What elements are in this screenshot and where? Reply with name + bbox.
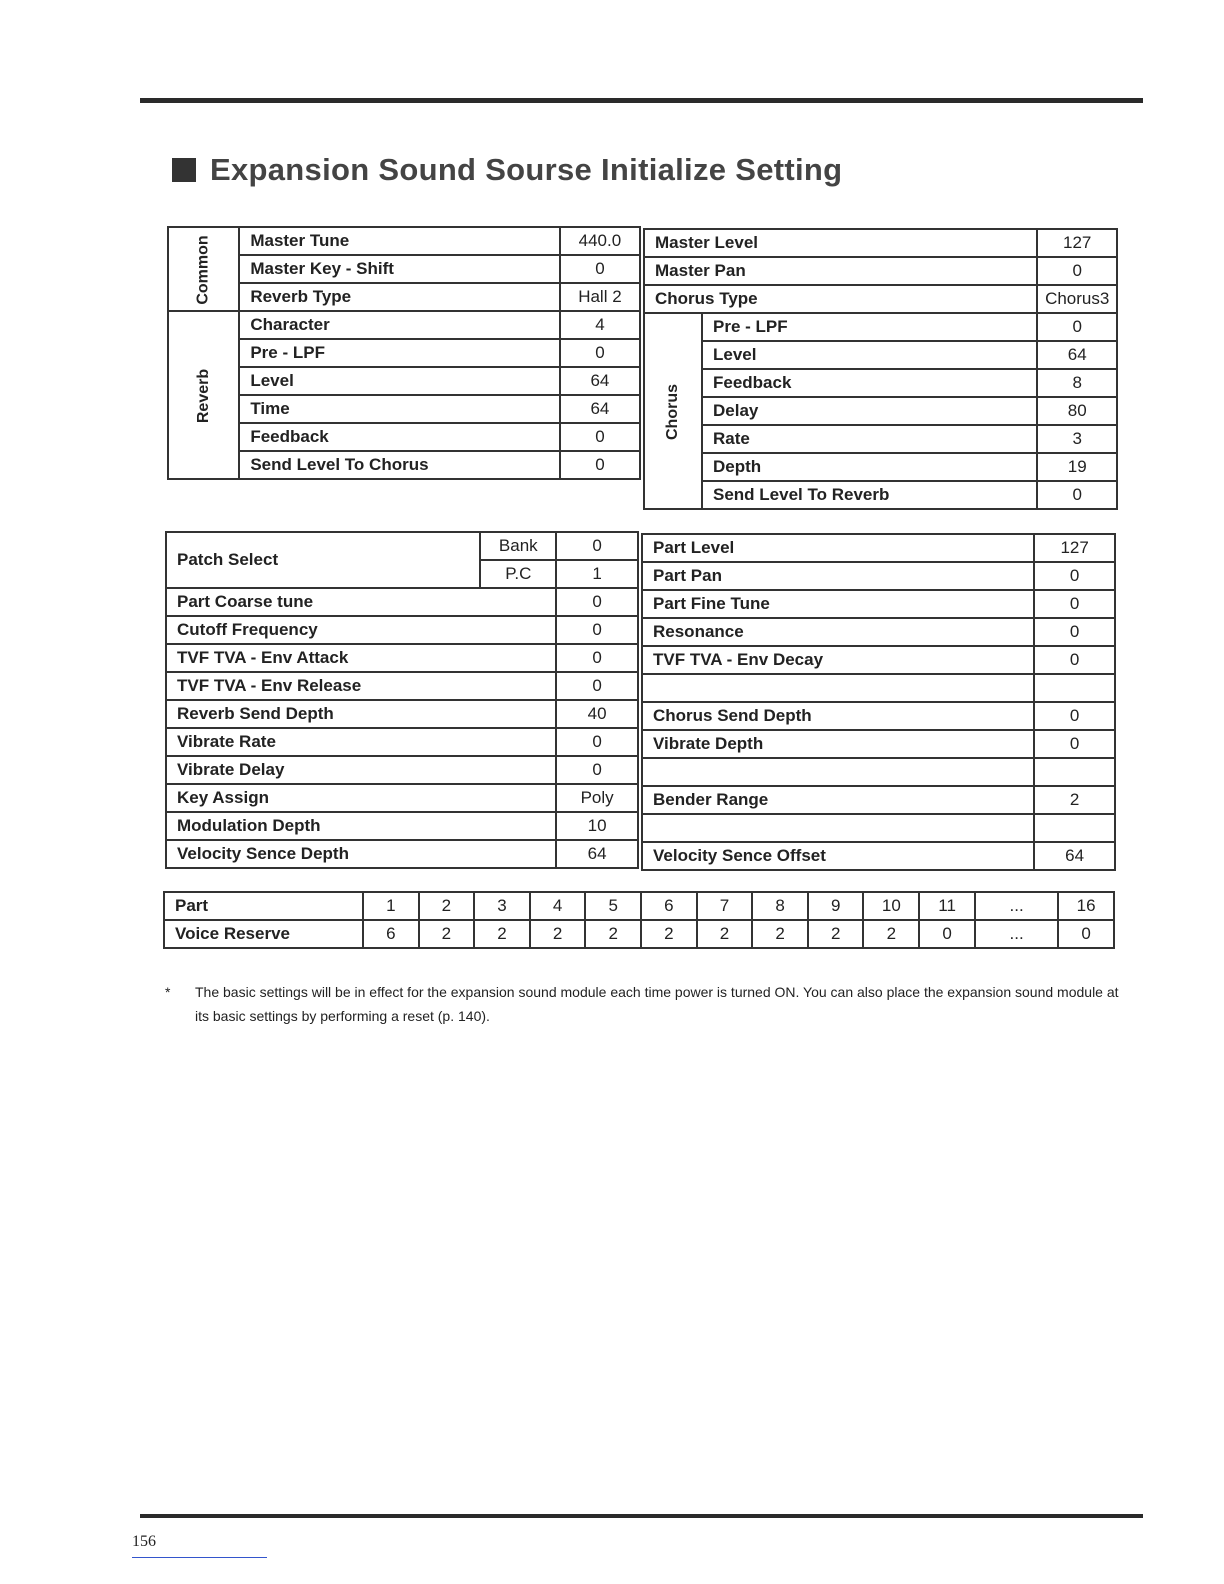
param-label: Key Assign (166, 784, 556, 812)
param-value: 64 (556, 840, 638, 868)
part-number: 4 (530, 892, 586, 920)
param-label: Part Pan (642, 562, 1034, 590)
param-label: Velocity Sence Depth (166, 840, 556, 868)
param-label: Master Key - Shift (239, 255, 560, 283)
param-label: Velocity Sence Offset (642, 842, 1034, 870)
param-label: Chorus Send Depth (642, 702, 1034, 730)
table-row (644, 425, 1117, 453)
table-row (164, 892, 1114, 920)
param-label: Bender Range (642, 786, 1034, 814)
table-row (644, 453, 1117, 481)
param-value: 10 (556, 812, 638, 840)
reserve-value: 0 (919, 920, 975, 948)
part-ellipsis: ... (975, 892, 1058, 920)
table-row (644, 397, 1117, 425)
footnote-text: The basic settings will be in effect for the expansion sound module each time power is turned ON. You can also place the expansion sound module at its basic settings by performing a reset (p. 140). (195, 984, 1119, 1024)
table-row (644, 313, 1117, 341)
param-value: 0 (560, 339, 640, 367)
param-label: Master Level (644, 229, 1037, 257)
part-number: 1 (363, 892, 419, 920)
part-number: 9 (808, 892, 864, 920)
table-row (166, 728, 638, 756)
table-row (642, 646, 1115, 674)
param-label: TVF TVA - Env Attack (166, 644, 556, 672)
reserve-value: 2 (752, 920, 808, 948)
table-row (168, 451, 640, 479)
bottom-rule (140, 1514, 1143, 1518)
param-value: 0 (1037, 313, 1117, 341)
table-row (644, 341, 1117, 369)
pc-value: 1 (556, 560, 638, 588)
table-row (164, 920, 1114, 948)
part-number: 3 (474, 892, 530, 920)
asterisk-mark: * (165, 984, 171, 1000)
param-label: Vibrate Rate (166, 728, 556, 756)
table-row (168, 395, 640, 423)
title-text: Expansion Sound Sourse Initialize Setting (210, 152, 843, 187)
part-number: 6 (641, 892, 697, 920)
param-value: 0 (1037, 257, 1117, 285)
table-row (166, 672, 638, 700)
param-value: 0 (556, 588, 638, 616)
table-row (166, 532, 638, 560)
param-value: 64 (560, 395, 640, 423)
table-row (166, 784, 638, 812)
page-title (172, 152, 842, 188)
param-value: 0 (1034, 702, 1115, 730)
param-value: 0 (560, 423, 640, 451)
table-row (642, 758, 1115, 786)
param-value: 80 (1037, 397, 1117, 425)
footnote (165, 980, 1125, 1028)
reserve-value: 6 (363, 920, 419, 948)
param-value: Chorus3 (1037, 285, 1117, 313)
common-reverb-table (167, 226, 641, 480)
param-label: Reverb Type (239, 283, 560, 311)
param-label (642, 674, 1034, 702)
part-left-table (165, 531, 639, 869)
param-label: Part Fine Tune (642, 590, 1034, 618)
param-label: Cutoff Frequency (166, 616, 556, 644)
param-value: 127 (1037, 229, 1117, 257)
param-label: Modulation Depth (166, 812, 556, 840)
param-value: 0 (556, 728, 638, 756)
bank-value: 0 (556, 532, 638, 560)
table-row (168, 283, 640, 311)
param-value: 64 (560, 367, 640, 395)
param-value (1034, 814, 1115, 842)
table-row (644, 229, 1117, 257)
param-label: Chorus Type (644, 285, 1037, 313)
table-row (642, 814, 1115, 842)
reserve-value: 2 (697, 920, 753, 948)
param-label: Part Coarse tune (166, 588, 556, 616)
reserve-value: 2 (641, 920, 697, 948)
reserve-value: 2 (419, 920, 475, 948)
param-label: Feedback (702, 369, 1037, 397)
table-row (168, 423, 640, 451)
part-number: 11 (919, 892, 975, 920)
table-row (644, 481, 1117, 509)
table-row (168, 367, 640, 395)
param-label: Master Tune (239, 227, 560, 255)
part-right-table (641, 533, 1116, 871)
param-label: Delay (702, 397, 1037, 425)
param-value: 0 (1037, 481, 1117, 509)
param-value: 0 (1034, 646, 1115, 674)
param-label: Pre - LPF (239, 339, 560, 367)
table-row (166, 756, 638, 784)
param-value: 0 (1034, 618, 1115, 646)
page-number-underline (132, 1557, 267, 1558)
part-number: 5 (585, 892, 641, 920)
table-row (642, 702, 1115, 730)
reserve-value: 2 (863, 920, 919, 948)
part-number: 7 (697, 892, 753, 920)
table-row (642, 730, 1115, 758)
param-label (642, 758, 1034, 786)
master-chorus-table (643, 228, 1118, 510)
param-label: Vibrate Delay (166, 756, 556, 784)
table-row (166, 812, 638, 840)
reverb-group-label: Reverb (168, 311, 239, 479)
param-label: Reverb Send Depth (166, 700, 556, 728)
param-label: Depth (702, 453, 1037, 481)
table-row (168, 339, 640, 367)
param-value: 64 (1037, 341, 1117, 369)
param-label: TVF TVA - Env Release (166, 672, 556, 700)
param-label: TVF TVA - Env Decay (642, 646, 1034, 674)
param-label: Pre - LPF (702, 313, 1037, 341)
param-label: Level (702, 341, 1037, 369)
table-row (168, 227, 640, 255)
table-row (642, 786, 1115, 814)
table-row (166, 588, 638, 616)
param-value: Poly (556, 784, 638, 812)
table-row (166, 840, 638, 868)
param-value: 2 (1034, 786, 1115, 814)
param-value: 0 (556, 644, 638, 672)
chorus-group-label: Chorus (644, 313, 702, 509)
param-value: 440.0 (560, 227, 640, 255)
table-row (644, 257, 1117, 285)
reserve-value: 2 (808, 920, 864, 948)
common-group-label: Common (168, 227, 239, 311)
reserve-ellipsis: ... (975, 920, 1058, 948)
param-label: Send Level To Chorus (239, 451, 560, 479)
param-value: 0 (556, 672, 638, 700)
voice-reserve-table (163, 891, 1115, 949)
table-row (644, 369, 1117, 397)
param-label: Rate (702, 425, 1037, 453)
table-row (642, 674, 1115, 702)
part-row-label: Part (164, 892, 363, 920)
part-number: 2 (419, 892, 475, 920)
param-label: Character (239, 311, 560, 339)
param-value: 64 (1034, 842, 1115, 870)
part-number: 8 (752, 892, 808, 920)
pc-label: P.C (480, 560, 556, 588)
param-value: 127 (1034, 534, 1115, 562)
param-value (1034, 674, 1115, 702)
table-row (168, 311, 640, 339)
square-bullet-icon (172, 158, 196, 182)
param-value: 0 (560, 255, 640, 283)
table-row (166, 616, 638, 644)
param-value (1034, 758, 1115, 786)
param-value: 4 (560, 311, 640, 339)
table-row (642, 618, 1115, 646)
param-value: 0 (1034, 730, 1115, 758)
table-row (642, 534, 1115, 562)
table-row (642, 842, 1115, 870)
table-row (166, 644, 638, 672)
param-value: 0 (560, 451, 640, 479)
param-value: 40 (556, 700, 638, 728)
page-number: 156 (132, 1533, 156, 1550)
reserve-value: 2 (530, 920, 586, 948)
reserve-value: 2 (585, 920, 641, 948)
param-value: 0 (1034, 562, 1115, 590)
param-label: Level (239, 367, 560, 395)
top-rule (140, 98, 1143, 103)
param-label: Resonance (642, 618, 1034, 646)
param-value: 19 (1037, 453, 1117, 481)
param-label: Send Level To Reverb (702, 481, 1037, 509)
table-row (168, 255, 640, 283)
reserve-value: 0 (1058, 920, 1114, 948)
param-value: 0 (556, 616, 638, 644)
patch-select-label: Patch Select (166, 532, 480, 588)
table-row (644, 285, 1117, 313)
voice-reserve-label: Voice Reserve (164, 920, 363, 948)
reserve-value: 2 (474, 920, 530, 948)
param-value: 0 (1034, 590, 1115, 618)
table-row (166, 700, 638, 728)
part-number: 10 (863, 892, 919, 920)
param-label: Master Pan (644, 257, 1037, 285)
param-value: Hall 2 (560, 283, 640, 311)
bank-label: Bank (480, 532, 556, 560)
param-label: Time (239, 395, 560, 423)
table-row (642, 590, 1115, 618)
param-label: Part Level (642, 534, 1034, 562)
param-value: 0 (556, 756, 638, 784)
param-label: Vibrate Depth (642, 730, 1034, 758)
param-value: 8 (1037, 369, 1117, 397)
part-number: 16 (1058, 892, 1114, 920)
param-label: Feedback (239, 423, 560, 451)
param-label (642, 814, 1034, 842)
param-value: 3 (1037, 425, 1117, 453)
table-row (642, 562, 1115, 590)
